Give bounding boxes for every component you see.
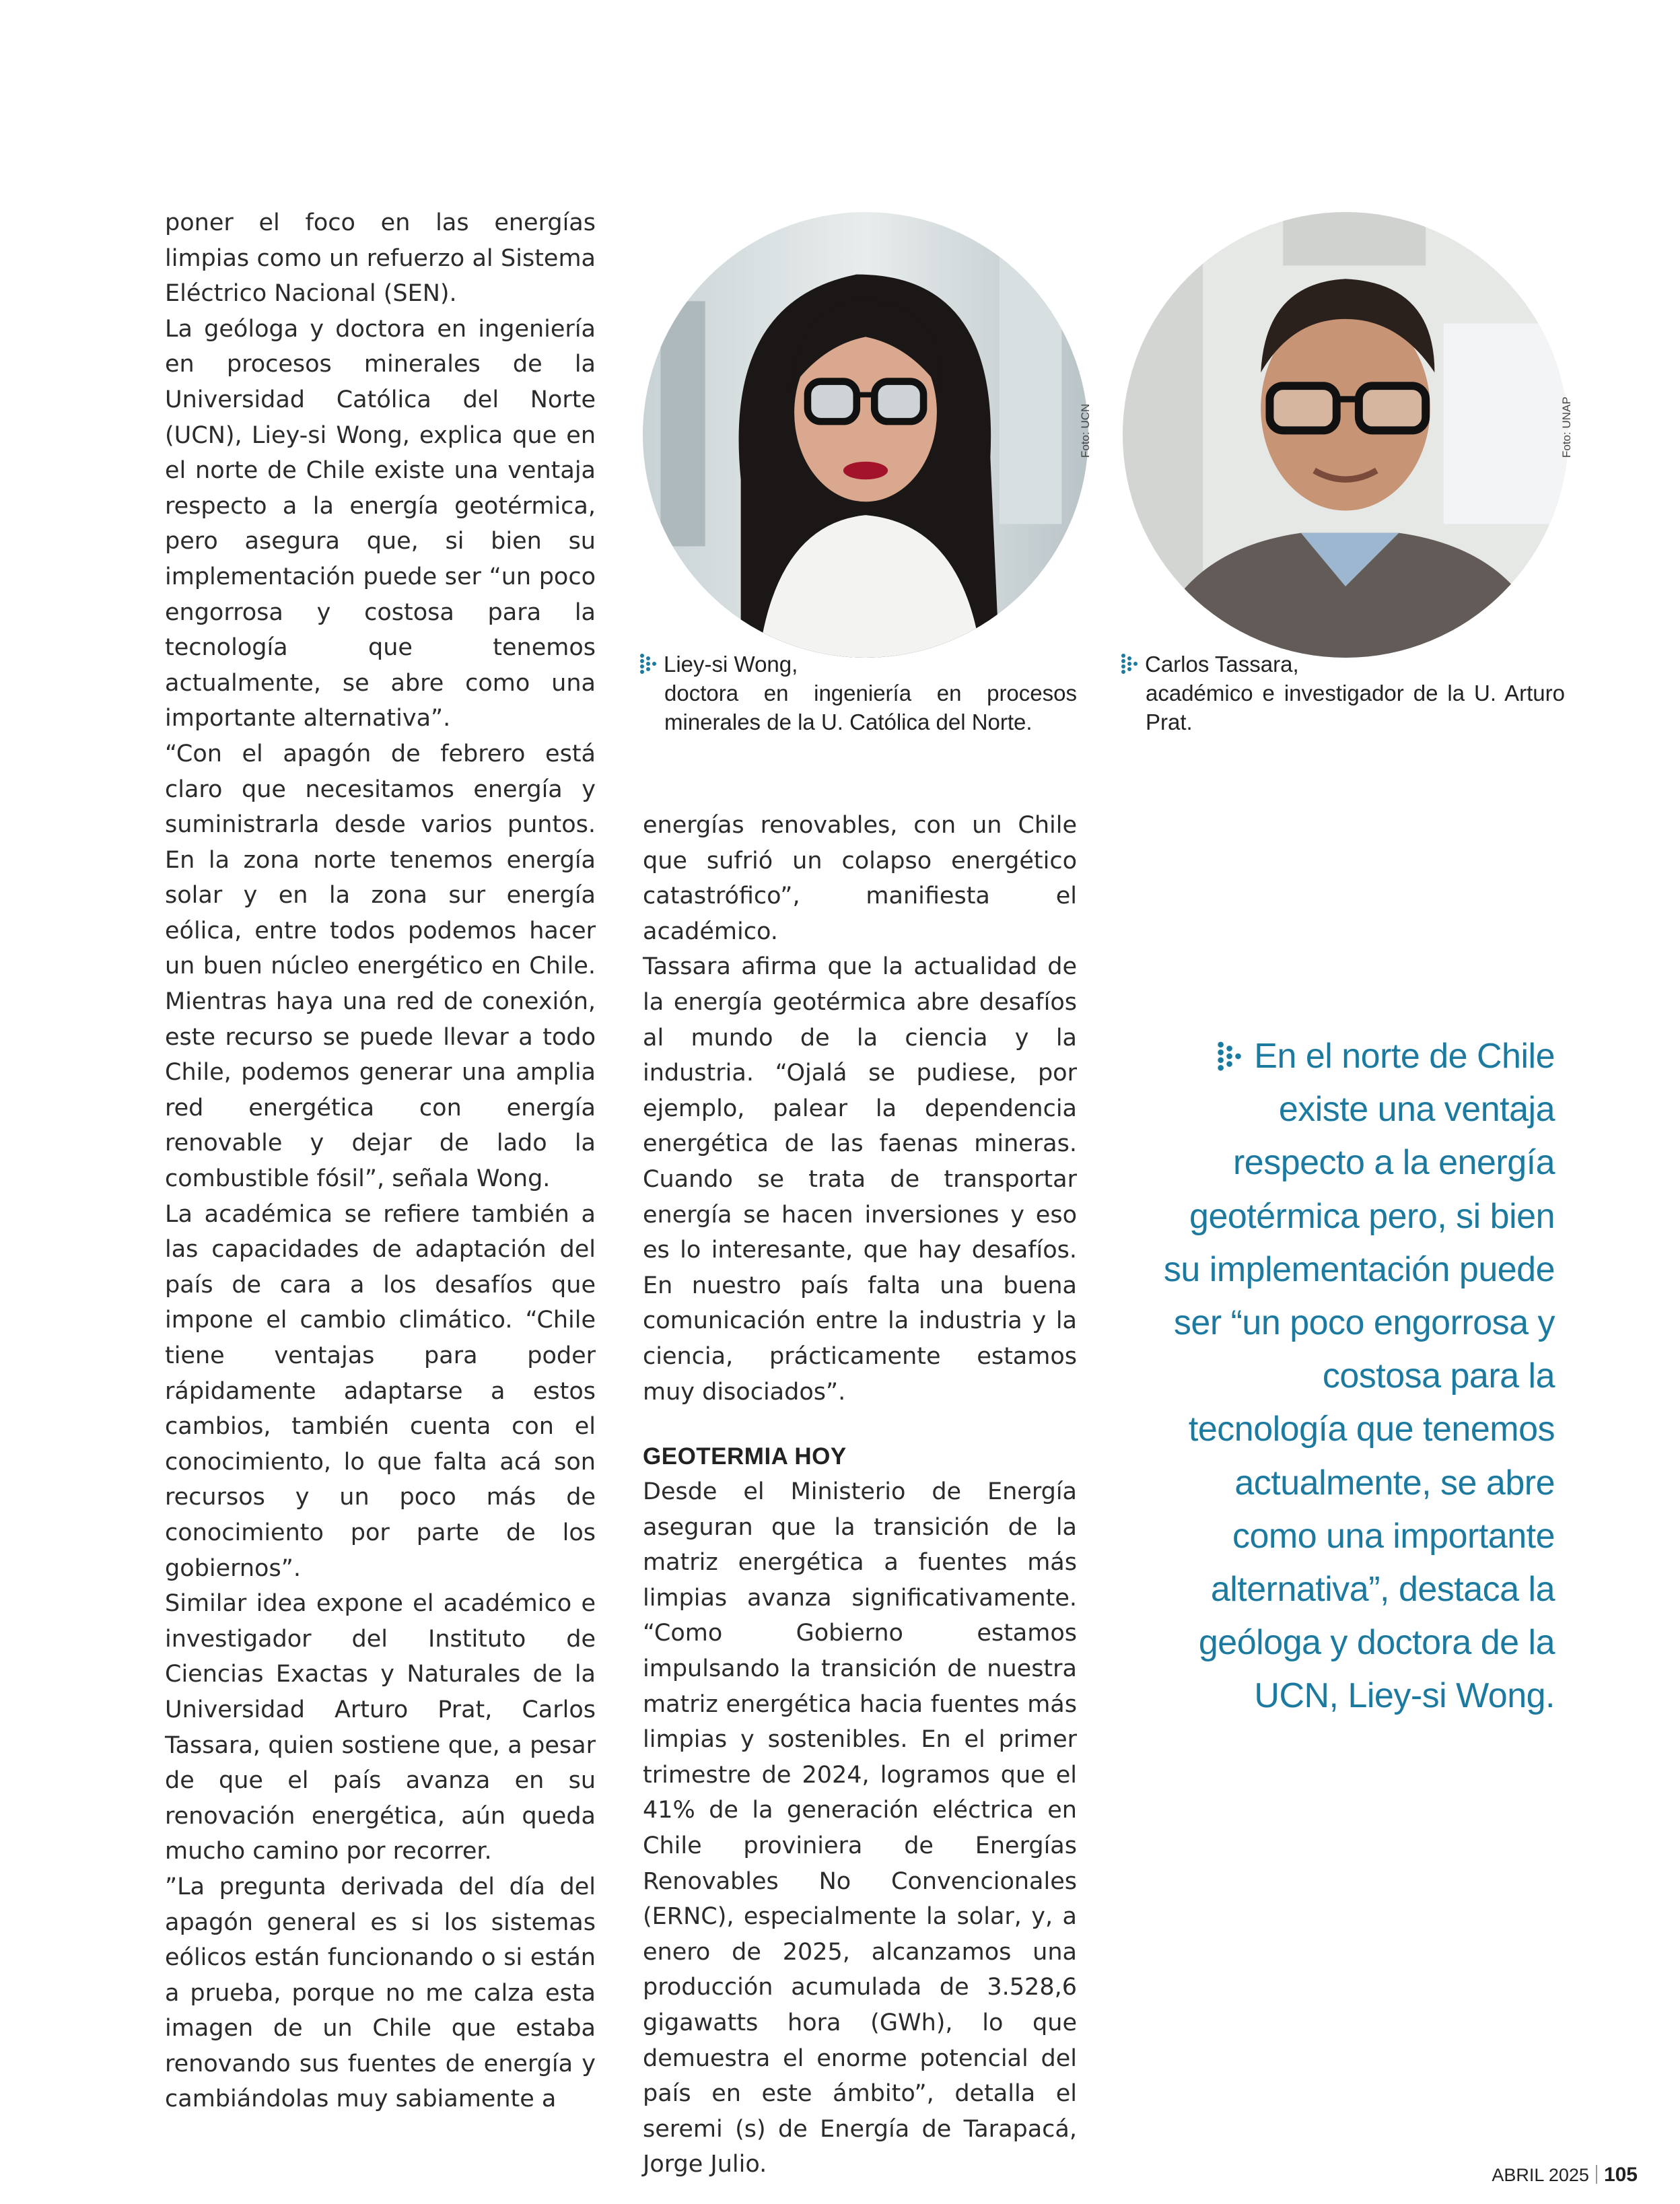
photo-credit: Foto: UNAP — [1560, 397, 1573, 458]
bullet-dots-icon — [1121, 653, 1140, 675]
caption-description: académico e investigador de la U. Arturo Prat. — [1146, 681, 1565, 734]
paragraph: La geóloga y doctora en ingeniería en procesos minerales de la Universidad Católica del Norte (UCN), Liey-si Wong, explica que en el norte de Chile existe una ventaja respecto a la energía geotérmica, pero asegura que, si bien su implementación puede ser “un poco engorrosa y costosa para la tecnología que tenemos actualmente, se abre como una importante alternativa”. — [165, 315, 596, 732]
issue-date: ABRIL 2025 — [1492, 2165, 1589, 2185]
caption-description: doctora en ingeniería en procesos minerales de la U. Católica del Norte. — [664, 681, 1077, 734]
portrait-carlos-tassara — [1123, 212, 1568, 658]
portrait-liey-si-wong — [643, 212, 1088, 658]
paragraph: poner el foco en las energías limpias como un refuerzo al Sistema Eléctrico Nacional (SEN). — [165, 209, 596, 308]
caption-name: Carlos Tassara, — [1145, 652, 1299, 677]
paragraph: Similar idea expone el académico e investigador del Instituto de Ciencias Exactas y Naturales de la Universidad Arturo Prat, Carlos Tassara, quien sostiene que, a pesar de que el país avanza en su renovación energética, aún queda mucho camino por recorrer. — [165, 1590, 596, 1865]
pull-quote — [1158, 1030, 1555, 1723]
photo-credit: Foto: UCN — [1079, 403, 1092, 458]
paragraph: energías renovables, con un Chile que sufrió un colapso energético catastrófico”, manifiesta el académico. — [643, 812, 1077, 945]
bullet-dots-icon — [639, 653, 658, 675]
caption-name: Liey-si Wong, — [664, 652, 798, 677]
page-footer — [1492, 2164, 1638, 2186]
article-column-2 — [643, 808, 1077, 2182]
article-column-1 — [165, 205, 596, 2117]
paragraph: ”La pregunta derivada del día del apagón general es si los sistemas eólicos están funcionando o si están a prueba, porque no me calza esta imagen de un Chile que estaba renovando sus fuentes de energía y cambiándolas muy sabiamente a — [165, 1873, 596, 2113]
page-number: 105 — [1603, 2164, 1638, 2186]
paragraph: Tassara afirma que la actualidad de la energía geotérmica abre desafíos al mundo de la ciencia y la industria. “Ojalá se pudiese, por ejemplo, palear la dependencia energética de las faenas mineras. Cuando se trata de transportar energía se hacen inversiones y eso es lo interesante, que hay desafíos. En nuestro país falta una buena comunicación entre la industria y la ciencia, prácticamente estamos muy disociados”. — [643, 953, 1077, 1406]
bullet-dots-icon — [1215, 1041, 1246, 1072]
pull-quote-text: En el norte de Chile existe una ventaja respecto a la energía geotérmica pero, si bien su implementación puede ser “un poco engorrosa y costosa para la tecnología que tenemos actualmente, se abre como una importante alternativa”, destaca la geóloga y doctora de la UCN, Liey-si Wong. — [1163, 1037, 1555, 1716]
paragraph: “Con el apagón de febrero está claro que necesitamos energía y suministrarla desde varios puntos. En la zona norte tenemos energía solar y en la zona sur energía eólica, entre todos podemos hacer un buen núcleo energético en Chile. Mientras haya una red de conexión, este recurso se puede llevar a todo Chile, podemos generar una amplia red energética con energía renovable y dejar de lado la combustible fósil”, señala Wong. — [165, 740, 596, 1193]
photo-caption — [1121, 650, 1565, 736]
photo-caption — [639, 650, 1077, 736]
footer-divider — [1596, 2165, 1597, 2184]
paragraph: La académica se refiere también a las capacidades de adaptación del país de cara a los desafíos que impone el cambio climático. “Chile tiene ventajas para poder rápidamente adaptarse a estos cambios, también cuenta con el conocimiento, lo que falta acá son recursos y un poco más de conocimiento por parte de los gobiernos”. — [165, 1200, 596, 1582]
paragraph: Desde el Ministerio de Energía aseguran que la transición de la matriz energética a fuentes más limpias avanza significativamente. “Como Gobierno estamos impulsando la transición de nuestra matriz energética hacia fuentes más limpias y sostenibles. En el primer trimestre de 2024, logramos que el 41% de la generación eléctrica en Chile proviniera de Energías Renovables No Convencionales (ERNC), especialmente la solar, y, a enero de 2025, alcanzamos una producción acumulada de 3.528,6 gigawatts hora (GWh), lo que demuestra el enorme potencial del país en este ámbito”, detalla el seremi (s) de Energía de Tarapacá, Jorge Julio. — [643, 1478, 1077, 2178]
section-heading: GEOTERMIA HOY — [643, 1443, 847, 1470]
